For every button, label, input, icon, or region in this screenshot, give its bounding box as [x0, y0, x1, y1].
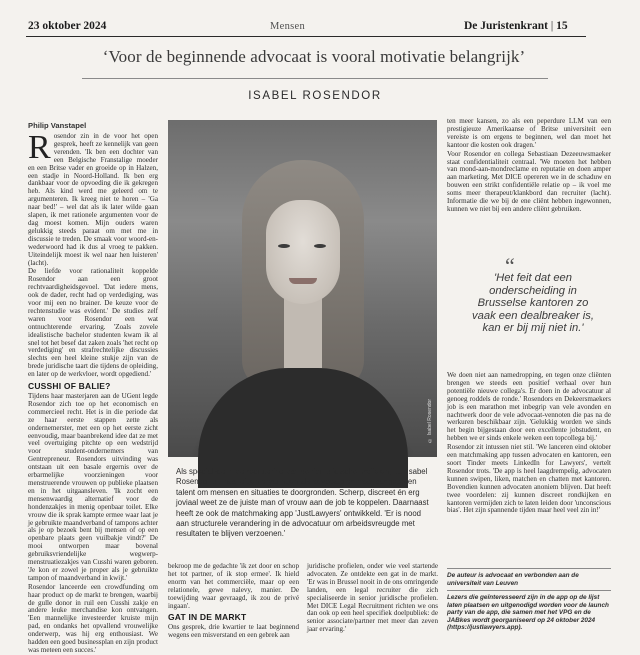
col4-paragraph-1: ten meer kansen, zo als een peperdure LLM van een prestigieuze Amerikaanse of Britse universiteit een vereiste is om ergens te beginnen, wel dan moet het kantoor die kosten ook dragen.': [447, 117, 611, 149]
article-title: ‘Voor de beginnende advocaat is vooral motivatie belangrijk’: [102, 47, 526, 66]
header-rule: [26, 36, 586, 37]
header-section: Mensen: [270, 21, 306, 32]
col2-paragraph-2: Ons gesprek, drie kwartier te laat beginnend wegens een misverstand en een gebrek aan: [168, 623, 299, 640]
col4-paragraph-4: Rosendor zit intussen niet stil. 'We lanceren eind oktober een matchmaking app tussen advocaten en kantoren, een soort Tinder meets LinkedIn for Lawyers', vertelt Rosendor trots. 'De app is heel laagdrempelig, advocaten kunnen swipen, liken, matchen en chatten met kantoren. Bovendien kunnen advocaten anoniem blijven. Dat heeft twee voordelen: zij kunnen discreet rondkijken en kantoren vermijden zich te laten leiden door 'unconscious bias'. Het zijn spannende tijden maar heel veel zin in!': [447, 443, 611, 515]
photo-neck: [284, 298, 322, 368]
column-2-bottom: [168, 563, 299, 639]
pull-quote: 'Het feit dat een onderscheiding in Brusselse kantoren zo vaak een dealbreaker is, kan er bij mij niet in.': [472, 272, 594, 335]
article-author: Philip Vanstapel: [28, 121, 87, 130]
dropcap: R: [28, 129, 51, 166]
column-1: [28, 129, 159, 654]
page-number: 15: [556, 20, 568, 32]
column-4-middle: [447, 372, 611, 562]
photo-face: [266, 200, 340, 304]
quote-mark-icon: “: [505, 253, 515, 278]
photo-eye-right: [314, 244, 326, 248]
col4-paragraph-3: We doen niet aan namedropping, en tegen onze cliënten brengen we steeds een positief verhaal over hun potentiële nieuwe collega's. Er doen in de advocatuur al genoeg roddels de ronde.' Rosendors en Dekeersmaekers job is een marathon met inbegrip van vele avonden en nachtwerk door de vele advocaat-vennoten die pas na de werkuren beschikbaar zijn. 'Gelukkig worden we sinds het begin bijgestaan door een excellente jobstudent, en hebben we er sinds enkele weken een topcollega bij.': [447, 371, 611, 443]
column-3-bottom: [307, 563, 438, 639]
col1-paragraph-2: De liefde voor rationaliteit koppelde Rosendor aan een groot rechtvaardigheidsgevoel. 'Dat iedere mens, ook de dader, recht had op verdediging, was voor mij een no brainer. De keuze voor de rechtenstudie was evident.' De studies zelf waren voor Rosendor een wat ontnuchterende ervaring. 'Zoals zovele idealistische bachelor studenten kwam ik al snel tot het besef dat zaken zoals 'het recht op verdediging' en strafrechtelijke discussies slechts een heel kleine stukje zijn van de brede juridische taart die tijdens de opleiding, en later op de werkvloer, wordt opgediend.': [28, 267, 158, 379]
col4-paragraph-2: Voor Rosendor en collega Sebastiaan Dezeeuwsmaeker staat confidentialiteit centraal. 'We moeten het hebben van mond-aan-mondreclame en reputatie en doen amper aan marketing. Met DICE opereren we in de schaduw en bouwen een strikt confidentiële relatie op – ik voel me soms meer therapeut/klankbord dan recruiter (lacht). Informatie die we bij de ene cliënt hebben ingewonnen, kunnen we niet bij een andere cliënt gebruiken.: [447, 149, 611, 213]
promo-rule: [447, 590, 611, 591]
photo-eye-left: [278, 244, 290, 248]
photo-caption: Als specialiste in de recrutering van senior juridische profielen, put Isabel Rosendor uit haar eigen ervaringen als advocate en haar aangeboren talent om mensen en situaties te doorgronden. Scherp, discreet én erg joviaal weet ze de juiste man of vrouw aan de job te koppelen. Daarnaast heeft ze ook de matchmaking app 'JustLawyers' ontwikkeld. 'Er is nood aan structurele verandering in de advocatuur om arbeidsvreugde met resultaten te blijven verzoenen.': [176, 467, 429, 539]
portrait-photo: [168, 120, 437, 457]
col3-paragraph-1: juridische profielen, onder wie veel startende advocaten. Ze ontdekte een gat in de markt. 'Er was in Brussel nooit in de ons omringende landen, een legal recruiter die zich specialiseerde in senior juridische profielen. Met DICE Legal Recruitment richten we ons dan ook op een heel specifiek doelpubliek: de senior associate/partner met meer dan zeven jaar ervaring.': [307, 562, 438, 634]
col1-paragraph-3: Tijdens haar masterjaren aan de UGent legde Rosendor zich toe op het economisch en commercieel recht. Het is in die periode dat ze haar eerste stappen zette als ondernemerster, met een op het eerste zicht eenvoudig, maar baanbrekend idee dat ze met veel overtuiging pitchte op een wedstrijd voor student-ondernemers van Gentrepreneur. Rosendors uitvinding was ontstaan uit een basale ergernis over de erbarmelijke voorzieningen voor menstruerende vrouwen op publieke plaatsen en in het uitgaansleven. 'Ik zocht een mensenwaardig alternatief voor de hondenzakjes in menig openbaar toilet. Elke vrouw die ik sprak kampte ermee waar laat je je gebruikte maandverband of tampons achter als je op bezoek bent bij mensen of op een openbare plaats geen vuilbakje vindt?' De mooi ontworpen maar bovenal gebruiksvriendelijke wegwerp-menstruatiezakjes van Cusshi waren geboren. 'Je kon er zowel je proper als je gebruikte tampon of maandverband in kwijt.': [28, 392, 158, 582]
col2-paragraph-1: bekroop me de gedachte 'ik zet door en schop het tot partner, of ik stop ermee'. Ik hield enorm van het commerciële, maar op een relationele, gewe nalevy, manier. De toewijding waar gevraagd, ik zou de privé ingaan'.: [168, 562, 299, 610]
author-note: De auteur is advocaat en verbonden aan de universiteit van Leuven: [447, 572, 579, 587]
note-rule: [447, 568, 611, 569]
promo-note: Lezers die geïnteresseerd zijn in de app op de lijst laten plaatsen en uitgenodigd worden voor de launch party van de app, die samen met het VPG en de JABkes wordt georganiseerd op 24 oktober 2024 (https://justlawyers.app).: [447, 594, 609, 632]
subheading-cusshi: CUSSHI OF BALIE?: [28, 381, 111, 392]
subheading-gat: GAT IN DE MARKT: [168, 612, 247, 623]
header-date: 23 oktober 2024: [28, 20, 107, 32]
publication-name: De Juristenkrant: [464, 20, 549, 32]
col1-paragraph-1: osendor zin in de voor het open gesprek, heeft ze kennelijk van geen verenden. 'Ik ben een dochter van een Belgische Franstalige moeder en een Britse vader en groeide op in Halzen, een stadje in Noord-Holland. Ik ben erg dankbaar voor de opvoeding die ik gekregen heb. Als kind werd me geleerd om te argumenteren. Ik kreeg niet te horen – 'Ga naar bed!' – wel dat als ik later wilde gaan slapen, ik met rationele argumenten voor de dag moest komen. Mijn ouders waren gelukkig steeds paraat om met me in discussie te treden. De smaak voor woord-en-wederwoord had ik dus al vroeg te pakken. Uiteindelijk moest ik wel naar hen luisteren' (lacht).: [28, 132, 158, 267]
header-publication: De Juristenkrant | 15: [464, 20, 568, 32]
col1-paragraph-4: Rosendor lanceerde een crowdfunding om haar product op de markt te brengen, waarbij de gulle donor in ruil een Cusshi zakje en andere leuke merchandise kon ontvangen. 'Een mannelijke investeerder kruiste mijn pad, en ondanks het opvallend vrouwelijke onderwerp, was hij erg enthousiast. We hadden een goed businessplan en zijn product was meteen een succes.': [28, 582, 159, 654]
photo-mouth: [289, 278, 317, 284]
article-byline: ISABEL ROSENDOR: [248, 90, 382, 102]
photo-credit: © Isabel Rosendor: [427, 399, 433, 443]
column-4-top: [447, 118, 611, 246]
title-rule: [82, 78, 548, 79]
